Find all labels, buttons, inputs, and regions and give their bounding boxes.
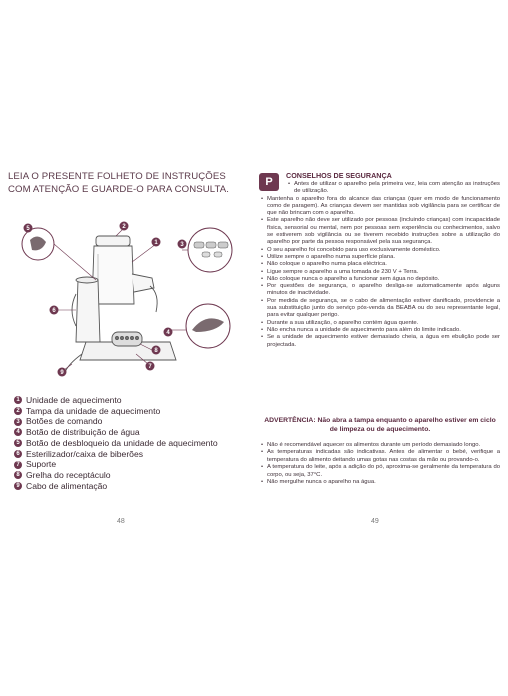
- list-item: [14, 427, 254, 438]
- callout-9-text: 9: [60, 370, 64, 376]
- part-number-badge: 8: [14, 471, 22, 479]
- warning-heading: ADVERTÊNCIA: Não abra a tampa enquanto o aparelho estiver em ciclo de limpeza ou de aquecimento.: [264, 417, 496, 433]
- callout-7-text: 7: [148, 364, 152, 370]
- parts-list: [14, 395, 254, 491]
- part-number-badge: 1: [14, 396, 22, 404]
- section-title: CONSELHOS DE SEGURANÇA: [286, 171, 392, 180]
- list-item: • Antes de utilizar o aparelho pela primeira vez, leia com atenção as instruções de utilização.: [260, 181, 500, 196]
- intro-text: LEIA O PRESENTE FOLHETO DE INSTRUÇÕES COM ATENÇÃO E GUARDE-O PARA CONSULTA.: [8, 171, 230, 195]
- part-label: Botão de desbloqueio da unidade de aquecimento: [26, 437, 218, 448]
- list-item: [14, 459, 254, 470]
- part-number-badge: 7: [14, 461, 22, 469]
- part-number-badge: 4: [14, 428, 22, 436]
- callout-8-text: 8: [154, 348, 158, 354]
- part-label: Grelha do receptáculo: [26, 469, 111, 480]
- list-item: [14, 470, 254, 481]
- list-item: • Não coloque nunca o aparelho a funcionar sem água no depósito.: [260, 276, 500, 283]
- part-label: Botões de comando: [26, 416, 103, 427]
- list-item: [14, 395, 254, 406]
- list-item: • Por questões de segurança, o aparelho desliga-se automaticamente após alguns minutos de inactividade.: [260, 283, 500, 298]
- list-item: • O seu aparelho foi concebido para uso exclusivamente doméstico.: [260, 247, 500, 254]
- list-item: [14, 481, 254, 492]
- usage-rules-list: [260, 442, 500, 486]
- list-item: • Mantenha o aparelho fora do alcance das crianças (quer em modo de funcionamento como de paragem). As crianças devem ser mantidas sob vigilância para se certificar de que não brincam com o aparelho.: [260, 196, 500, 218]
- callout-1-text: 1: [154, 240, 158, 246]
- part-number-badge: 6: [14, 450, 22, 458]
- inset-control-buttons: [188, 228, 232, 272]
- callout-6-text: 6: [52, 308, 56, 314]
- list-item: [14, 449, 254, 460]
- part-number-badge: 9: [14, 482, 22, 490]
- callout-5-text: 5: [26, 226, 30, 232]
- list-item: • Não mergulhe nunca o aparelho na água.: [260, 479, 500, 486]
- page-number-left: 48: [117, 518, 125, 525]
- appliance-drawing: [64, 236, 176, 374]
- list-item: [14, 438, 254, 449]
- list-item: • Ligue sempre o aparelho a uma tomada de 230 V + Terra.: [260, 269, 500, 276]
- list-item: [14, 416, 254, 427]
- callout-3-text: 3: [180, 242, 184, 248]
- part-label: Tampa da unidade de aquecimento: [26, 405, 161, 416]
- list-item: • Por medida de segurança, se o cabo de alimentação estiver danificado, providencie a sua substituição junto do serviço pós-venda da BEABA ou do seu representante legal, para evitar qualquer perigo.: [260, 298, 500, 320]
- list-item: • As temperaturas indicadas são indicativas. Antes de alimentar o bebé, verifique a temperatura do alimento deitando umas gotas nas costas da mão ou provando-o.: [260, 449, 500, 464]
- callout-2-text: 2: [122, 224, 126, 230]
- part-label: Unidade de aquecimento: [26, 395, 122, 405]
- part-label: Botão de distribuição de água: [26, 427, 140, 438]
- safety-rules-list: [260, 181, 500, 349]
- list-item: [14, 406, 254, 417]
- list-item: • Utilize sempre o aparelho numa superfície plana.: [260, 254, 500, 261]
- list-item: • Este aparelho não deve ser utilizado por pessoas (incluindo crianças) com incapacidade física, sensorial ou mental, nem por pessoas sem experiência ou conhecimentos, salvo se estiverem sob vigilância ou se tiverem recebido instruções sobre a utilização do aparelho por parte da pessoa responsável pela sua segurança.: [260, 217, 500, 246]
- list-item: • Não coloque o aparelho numa placa eléctrica.: [260, 261, 500, 268]
- callout-4-text: 4: [166, 330, 170, 336]
- language-badge: P: [259, 173, 279, 191]
- part-label: Cabo de alimentação: [26, 480, 108, 491]
- page-number-right: 49: [371, 518, 379, 525]
- part-label: Suporte: [26, 459, 57, 470]
- list-item: • A temperatura do leite, após a adição do pó, aproxima-se geralmente da temperatura do corpo, ou seja, 37°C.: [260, 464, 500, 479]
- list-item: • Se a unidade de aquecimento estiver demasiado cheia, a água em ebulição pode ser projectada.: [260, 334, 500, 349]
- right-page: [254, 0, 508, 696]
- list-item: • Durante a sua utilização, o aparelho contém água quente.: [260, 320, 500, 327]
- part-number-badge: 2: [14, 407, 22, 415]
- list-item: • Não é recomendável aquecer os alimentos durante um período demasiado longo.: [260, 442, 500, 449]
- part-number-badge: 5: [14, 439, 22, 447]
- appliance-illustration: [20, 214, 246, 382]
- list-item: • Não encha nunca a unidade de aquecimento para além do limite indicado.: [260, 327, 500, 334]
- part-label: Esterilizador/caixa de biberões: [26, 448, 144, 459]
- part-number-badge: 3: [14, 418, 22, 426]
